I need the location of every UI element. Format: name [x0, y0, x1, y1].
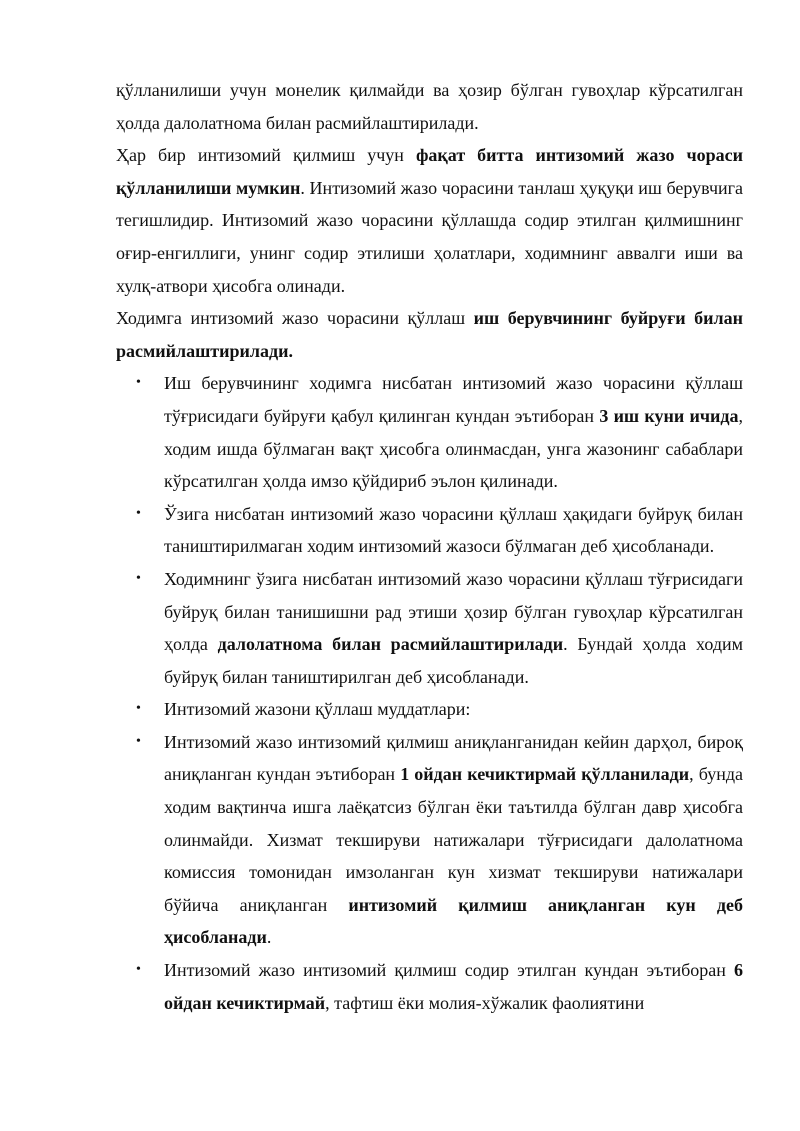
paragraph-1-text: қўлланилиши учун монелик қилмайди ва ҳозир бўлган гувоҳлар кўрсатилган ҳолда далолатнома билан расмийлаштирилади. [116, 80, 743, 133]
list-item-text-2: . Бундай ҳолда ходим буйруқ билан таништирилган деб ҳисобланади. [164, 634, 743, 687]
list-item-text-1: Ходимнинг ўзига нисбатан интизомий жазо чорасини қўллаш тўғрисидаги буйруқ билан танишишни рад этиши ҳозир бўлган гувоҳлар кўрсатилган ҳолда [164, 568, 743, 655]
paragraph-2 [116, 139, 743, 302]
list-item-text-2: , ходим ишда бўлмаган вақт ҳисобга олинмасдан, унга жазонинг сабаблари кўрсатилган ҳолда имзо қўйдириб эълон қилинади. [164, 405, 743, 492]
list-item [116, 726, 743, 954]
list-item-bold-1: 1 ойдан кечиктирмай қўлланилади [400, 764, 690, 785]
paragraph-3-bold-1: иш берувчининг буйруғи билан расмийлаштирилади. [116, 308, 743, 361]
list-item-text-1: Иш берувчининг ходимга нисбатан интизомий жазо чорасини қўллаш тўғрисидаги буйруғи қабул қилинган кундан эътиборан [164, 373, 743, 426]
list-item-text-2: , бунда ходим вақтинча ишга лаёқатсиз бўлган ёки таътилда бўлган давр ҳисобга олинмайди. Хизмат текшируви натижалари тўғрисидаги далолатнома комиссия томонидан имзоланган кун хизмат текшируви натижалари бўйича аниқланган [164, 764, 743, 915]
list-item [116, 693, 743, 726]
paragraph-2-bold-1: фақат битта интизомий жазо чораси қўлланилиши мумкин [116, 145, 743, 198]
list-item [116, 498, 743, 563]
list-item-text-3: . [266, 927, 272, 948]
list-item-text-1: Интизомий жазо интизомий қилмиш содир этилган кундан эътиборан [164, 960, 734, 981]
list-item-bold-1: далолатнома билан расмийлаштирилади [217, 634, 564, 655]
bullet-icon: • [136, 733, 141, 749]
bullet-icon: • [136, 375, 141, 391]
list-item [116, 367, 743, 497]
list-item-text-1: Интизомий жазони қўллаш муддатлари: [164, 699, 471, 720]
bullet-icon: • [136, 962, 141, 978]
bullet-icon: • [136, 570, 141, 586]
list-item-bold-1: 3 иш куни ичида [599, 405, 739, 426]
bullet-list [116, 367, 743, 1019]
list-item-text-1: Ўзига нисбатан интизомий жазо чорасини қўллаш ҳақидаги буйруқ билан таништирилмаган ходим интизомий жазоси бўлмаган деб ҳисобланади. [164, 503, 743, 557]
list-item-bold-1: 6 ойдан кечиктирмай [164, 960, 743, 1013]
paragraph-2-text-2: . Интизомий жазо чорасини танлаш ҳуқуқи иш берувчига тегишлидир. Интизомий жазо чорасини қўллашда содир этилган қилмишнинг оғир-енгиллиги, унинг содир этилиши ҳолатлари, ходимнинг аввалги иши ва хулқ-атвори ҳисобга олинади. [116, 177, 743, 296]
paragraph-1 [116, 74, 743, 139]
list-item [116, 954, 743, 1019]
paragraph-3 [116, 302, 743, 367]
list-item-text-2: , тафтиш ёки молия-хўжалик фаолиятини [325, 992, 645, 1013]
paragraph-3-text-1: Ходимга интизомий жазо чорасини қўллаш [116, 308, 474, 329]
list-item-bold-2: интизомий қилмиш аниқланган кун деб ҳисобланади [164, 894, 743, 948]
paragraph-2-text-1: Ҳар бир интизомий қилмиш учун [116, 145, 416, 166]
list-item [116, 563, 743, 693]
bullet-icon: • [136, 505, 141, 521]
list-item-text-1: Интизомий жазо интизомий қилмиш аниқланганидан кейин дарҳол, бироқ аниқланган кундан эътиборан [164, 731, 743, 785]
bullet-icon: • [136, 701, 141, 717]
